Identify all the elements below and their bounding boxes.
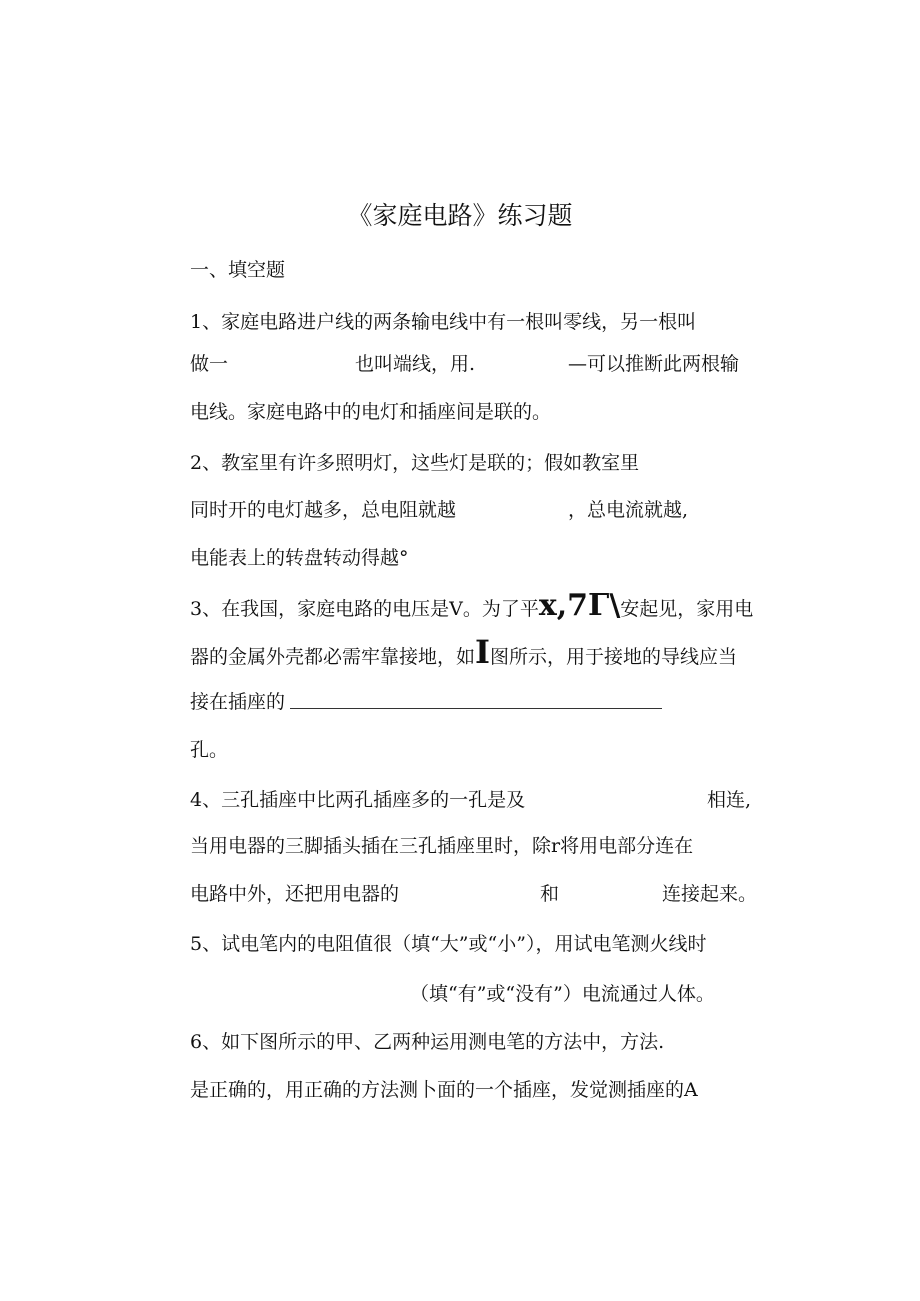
q6-line1: 6、如下图所示的甲、乙两种运用测电笔的方法中，方法.: [190, 1031, 665, 1053]
q4-line1-start: 4、三孔插座中比两孔插座多的一孔是及: [190, 789, 526, 811]
q1-line1: 1、家庭电路进户线的两条输电线中有一根叫零线，另一根叫: [190, 311, 697, 333]
q4-line3-start: 电路中外，还把用电器的: [190, 883, 400, 905]
q3-line2-figure-ref: I: [475, 633, 490, 671]
section-heading: 一、填空题: [190, 259, 286, 281]
q6-line2: 是正确的，用正确的方法测卜面的一个插座，发觉测插座的A: [190, 1079, 698, 1101]
q3-line2-a: 器的金属外壳都必需牢靠接地，如: [190, 646, 476, 668]
q3-line1-artifact: x,7Γ\: [538, 588, 621, 623]
page-title: 《家庭电路》练习题: [347, 201, 573, 230]
q4-line3-end: 连接起来。: [662, 883, 758, 905]
q2-line2-start: 同时开的电灯越多，总电阻就越: [190, 499, 457, 521]
q5-line2: （填“有”或“没有”）电流通过人体。: [410, 983, 715, 1005]
q3-line1: [190, 588, 754, 623]
q1-line3: 电线。家庭电路中的电灯和插座间是联的。: [190, 401, 552, 423]
q2-line2-end: ，总电流就越,: [568, 499, 689, 521]
q1-line2-start: 做一: [190, 353, 229, 375]
q2-line1: 2、教室里有许多照明灯，这些灯是联的；假如教室里: [190, 452, 640, 474]
q2-line3: 电能表上的转盘转动得越°: [190, 547, 409, 569]
q3-line3: 接在插座的: [190, 691, 286, 713]
q3-line4: 孔。: [190, 739, 229, 761]
q1-line2-middle: 也叫端线，用.: [355, 353, 476, 375]
q4-line2: 当用电器的三脚插头插在三孔插座里时，除r将用电部分连在: [190, 835, 694, 857]
q4-line1-end: 相连,: [707, 789, 752, 811]
q3-line1-d: 安起见，家用电: [620, 598, 754, 620]
q3-answer-blank: [290, 708, 662, 709]
q3-line2-c: 图所示，用于接地的导线应当: [489, 646, 737, 668]
q5-line1: 5、试电笔内的电阻值很（填“大”或“小”），用试电笔测火线时: [190, 933, 707, 955]
q4-line3-and: 和: [540, 883, 560, 905]
q3-line1-a: 3、在我国，家庭电路的电压是: [190, 598, 450, 620]
q3-line1-b: V。为了平: [449, 598, 539, 620]
q3-line2: [190, 633, 737, 671]
q1-line2-end: —可以推断此两根输: [568, 353, 740, 375]
